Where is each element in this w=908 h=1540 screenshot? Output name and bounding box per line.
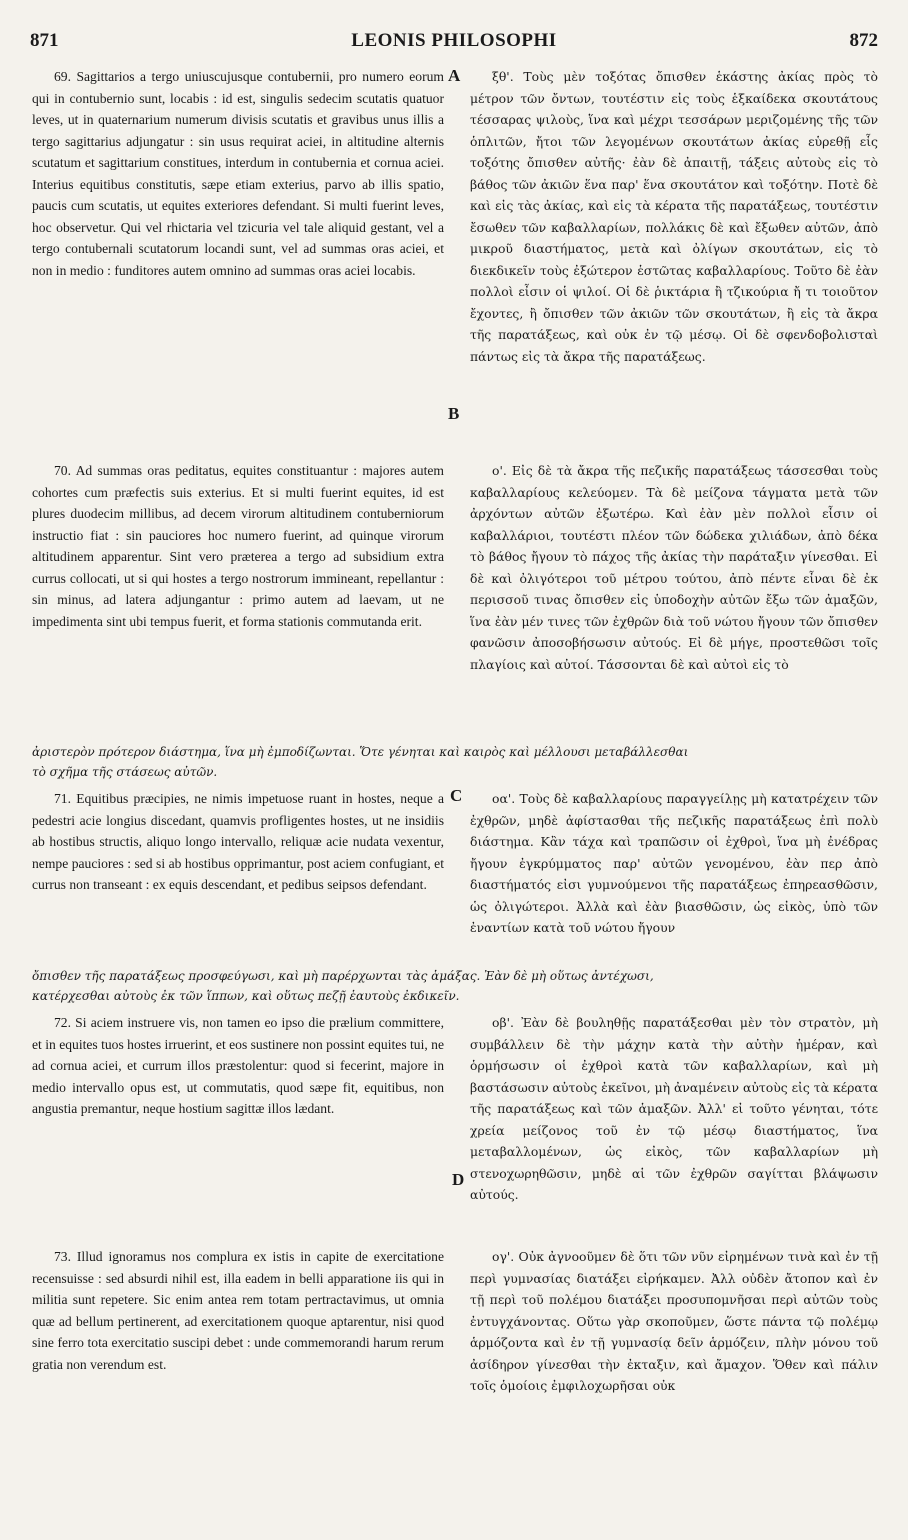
- greek-paragraph-72: οβ'. Ἐὰν δὲ βουληθῇς παρατάξεσθαι μὲν τὸν στρατὸν, μὴ συμβάλλειν δὲ τὴν μάχην κατὰ τὴν αὐτὴν ἡμέραν, καὶ ὁρμήσωσιν οἱ ἐχθροὶ κατὰ τῶν καβαλλαρίων, καὶ μὴ βαστάσωσιν αὐτοὺς ἐκεῖνοι, μὴ ἀναμένειν αὐτοὺς εἰς τὰ κέρατα τῆς παρατάξεως καὶ τῶν ἁμαξῶν. Ἀλλ' εἰ τοῦτο γένηται, τότε χρεία μείζονος τοῦ ἐν τῷ μέσῳ διαστήματος, ἵνα μεταβαλλομένων, ὡς εἰκὸς, τῶν καβαλλαρίων μὴ στενοχωρηθῶσιν, μηδὲ αἱ τῶν ἐχθρῶν σαγίτται βλάψωσιν αὐτούς.: [470, 1015, 878, 1202]
- greek-paragraph-73: ογ'. Οὐκ ἀγνοοῦμεν δὲ ὅτι τῶν νῦν εἰρημένων τινὰ καὶ ἐν τῇ περὶ γυμνασίας διατάξει εἰρήκαμεν. Ἀλλ οὐδὲν ἄτοπον καὶ ἐν τῇ περὶ τοῦ πολέμου διατάξει προσυπομνῆσαι περὶ αὐτῶν τοὺς ἐντυγχάνοντας. Οὕτω γὰρ σκοποῦμεν, ὥστε πάντα τῷ πολέμῳ ἁρμόζοντα καὶ ἐν τῇ γυμνασίᾳ δεῖν ἁρμόζειν, πλὴν μόνου τοῦ ἀσίδηρον γίνεσθαι τὴν ἐκταξιν, καὶ ἄμαχον. Ὅθεν καὶ πάλιν τοῖς ὁμοίοις ἐμφιλοχωρῆσαι οὐκ: [470, 1249, 878, 1393]
- latin-paragraph-69: 69. Sagittarios a tergo uniuscujusque contubernii, pro numero eorum qui in contubernio sunt, locabis : id est, singulis sedecim scutatis quatuor leves, ut in quaternarium numerum divisis scutatis et gravibus unus illis a tergo sagittarius adjungatur : sin usus requirat aciei, in altitudine alternis scutatum et sagittarium constitues, interdum in contubernia et cornua aciei. Interius equitibus constitutis, sæpe etiam exterius, parvo ab illis spatio, paucis cum scutatis, ut equites exteriores defendant. Si multi fuerint leves, hoc observetur. Qui vel rhictaria vel tzicuria vel tale aliquid gestant, vel a tergo contubernali scutatorum locandi sunt, vel ad summas oras aciei, et non in medio : funditores autem omnino ad summas oras aciei locabis.: [32, 69, 444, 278]
- section-marker-b: B: [448, 404, 460, 423]
- section-marker-a: A: [448, 66, 461, 85]
- page-number-right: 872: [849, 30, 878, 51]
- running-title: LEONIS PHILOSOPHI: [351, 30, 557, 51]
- greek-continuation-line: τὸ σχῆμα τῆς στάσεως αὐτῶν.: [32, 765, 218, 779]
- greek-continuation-line: κατέρχεσθαι αὐτοὺς ἐκ τῶν ἵππων, καὶ οὕτως πεζῇ ἑαυτοὺς ἐκδικεῖν.: [32, 989, 460, 1003]
- section-marker-d: D: [452, 1170, 465, 1189]
- latin-paragraph-71: 71. Equitibus præcipies, ne nimis impetuose ruant in hostes, neque a pedestri acie longius discedant, quamvis profligentes hostes, ut ne insidiis ab hostibus structis, aliquo longo intervallo, reliquæ acie nudata vexentur, nempe pauciores : sed si ab hostibus opprimantur, post aciem confugiant, et currus non transeant : ex equis descendant, et pedibus seipsos defendant.: [32, 791, 444, 892]
- latin-paragraph-73: 73. Illud ignoramus nos complura ex istis in capite de exercitatione recensuisse : sed absurdi nihil est, illa eadem in belli apparatione iis qui in militia sunt repetere. Sic enim antea rem totam pertractavimus, ut omnia quæ ad bellum pertinerent, ad exercitationem quoque aptarentur, nisi quod sine ferro tota exercitatio suscipi debet : unde commemorandi harum rerum gratia non verendum est.: [32, 1249, 444, 1372]
- greek-continuation-71: [32, 966, 878, 1006]
- greek-paragraph-71: οα'. Τοὺς δὲ καβαλλαρίους παραγγείλῃς μὴ κατατρέχειν τῶν ἐχθρῶν, μηδὲ ἀφίστασθαι τῆς πεζικῆς παρατάξεως ἐπὶ πολὺ διάστημα. Κἂν τάχα καὶ τραπῶσιν οἱ ἐχθροὶ, ἵνα μὴ ἐνέδρας ἤγουν ἐγκρύμματος παρ' αὐτῶν γενομένου, ἐὰν περ ἀπὸ διαστήματός εἰσι γυμνούμενοι τῆς παρατάξεως ἐπηρεασθῶσιν, ὡς ὀλιγώτεροι. Ἀλλὰ καὶ ἐὰν βιασθῶσιν, ὡς εἰκὸς, ὑπὸ τῶν ἐναντίων κατὰ τοῦ νώτου ἤγουν: [470, 791, 878, 935]
- greek-paragraph-70: ο'. Εἰς δὲ τὰ ἄκρα τῆς πεζικῆς παρατάξεως τάσσεσθαι τοὺς καβαλλαρίους κελεύομεν. Τὰ δὲ μείζονα τάγματα μετὰ τῶν ἀρχόντων αὐτῶν ἐξωτέρω. Καὶ ἐὰν μὲν πολλοὶ εἶσιν οἱ καβαλλάριοι, τουτέστι πλέον τῶν δώδεκα χιλιάδων, ἀπὸ δέκα τὸ βάθος ἤγουν τὸ πάχος τῆς ἀκίας τὴν παράταξιν γίνεσθαι. Εἰ δὲ καὶ ὀλιγότεροι τοῦ μέτρου τούτου, ἀπὸ πέντε εἶναι δὲ ἐκ περισσοῦ τινας ὄπισθεν εἰς ὑποδοχὴν αὐτῶν ἔξω τῶν ἀμαξῶν, ἵνα ἐὰν μέν τινες τῶν ἐχθρῶν διὰ τοῦ νώτου ἤγουν τῶν ὄπισθεν φανῶσιν ἀποσοβήσωσιν αὐτούς. Εἰ δὲ μήγε, προστεθῶσι τοῖς πλαγίοις καὶ αὐτοί. Τάσσονται δὲ καὶ αὐτοὶ εἰς τὸ: [470, 463, 878, 672]
- greek-paragraph-69: ξθ'. Τοὺς μὲν τοξότας ὄπισθεν ἑκάστης ἀκίας πρὸς τὸ μέτρον τῶν ὄντων, τουτέστιν εἰς τοὺς ἑξκαίδεκα σκουτάτους τέσσαρας ψιλοὺς, ἵνα καὶ μέχρι τεσσάρων μεριζομένης τῆς τῶν ὁπλιτῶν, ἤτοι τῶν λεγομένων σκουτάτων ἀκίας εὑρεθῇ εἷς τοξότης ὄπισθεν αὐτῆς· ἐὰν δὲ ἀπαιτῇ, τάξεις αὐτοὺς εἰς τὸ βάθος τῶν ἀκιῶν ἕνα παρ' ἕνα σκουτάτον καὶ τοξότην. Ποτὲ δὲ καὶ εἰς τὰς ἀκίας, καὶ εἰς τὰ κέρατα τῆς παρατάξεως, τουτέστιν ἔσωθεν τῶν καβαλλαρίων, πολλάκις δὲ καὶ ἔξωθεν αὐτῶν, ἀπὸ μικροῦ διαστήματος, μετὰ καὶ ὀλίγων σκουτάτων, εἰς τὸ διεκδικεῖν τοὺς ἐξώτερον ἑστῶτας καβαλλαρίους. Τοῦτο δὲ ἐὰν πολλοὶ εἶσιν οἱ ψιλοί. Οἱ δὲ ῥικτάρια ἢ τζικούρια ἤ τι τοιοῦτον ἔχοντες, ἢ ὄπισθεν τῶν ἀκιῶν τῶν σκουτάτων, ἢ εἰς τὰ ἄκρα τῆς παρατάξεως, καὶ οὐκ ἐν τῷ μέσῳ. Οἱ δὲ σφενδοβολισταὶ πάντως εἰς τὰ ἄκρα τῆς παρατάξεως.: [470, 69, 878, 364]
- latin-paragraph-70: 70. Ad summas oras peditatus, equites constituantur : majores autem cohortes cum præfectis suis exterius. Et si multi fuerint equites, id est plures duodecim millibus, ad decem virorum altitudinem contuberniorum instructio fiat : sin pauciores hoc numero fuerint, ad quinque virorum altitudinem apparentur. Sint vero præterea a tergo ad subsidium extra currus collocati, ut si qui hostes a tergo nostrorum immineant, repellantur : sin minus, ad latera adjungantur : primo autem ad laevam, ut ne impedimenta sint ubi tempus fuerit, et forma stationis commutanda erit.: [32, 463, 444, 629]
- greek-continuation-line: ἀριστερὸν πρότερον διάστημα, ἵνα μὴ ἐμποδίζωνται. Ὅτε γένηται καὶ καιρὸς καὶ μέλλουσι μεταβάλλεσθαι: [32, 745, 689, 759]
- greek-continuation-70: [32, 742, 878, 782]
- page-number-left: 871: [30, 30, 59, 51]
- greek-continuation-line: ὄπισθεν τῆς παρατάξεως προσφεύγωσι, καὶ μὴ παρέρχωνται τὰς ἁμάξας. Ἐὰν δὲ μὴ οὕτως ἀντέχωσι,: [32, 969, 654, 983]
- section-marker-c: C: [450, 786, 463, 805]
- latin-paragraph-72: 72. Si aciem instruere vis, non tamen eo ipso die prælium committere, et in equites tuos hostes irruerint, et eos sustinere non possint equites tui, ne ad cornua aciei, et currum illos præstolentur: quod si fecerint, majore in medio intervallo opus est, ut commutatis, quod sæpe fit, equitibus, non angustia premantur, neque hostium sagittæ illos lædant.: [32, 1015, 444, 1116]
- running-header: [30, 30, 878, 54]
